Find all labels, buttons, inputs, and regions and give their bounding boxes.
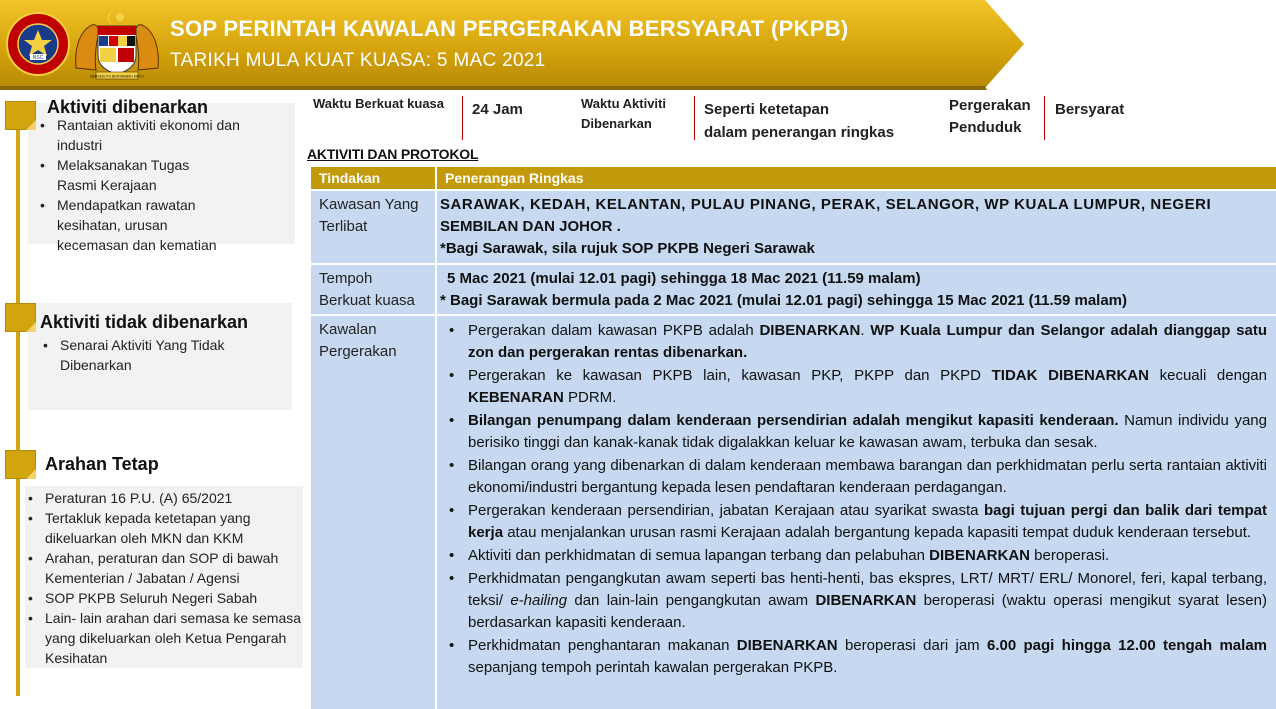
separator — [694, 96, 695, 140]
rule-text: beroperasi dari jam — [837, 637, 987, 654]
row-label-kawalan — [311, 316, 435, 709]
cell-text: Terlibat — [319, 218, 368, 235]
rule-item — [437, 568, 1276, 634]
column-header-description: Penerangan Ringkas — [437, 167, 1276, 189]
page-title: SOP PERINTAH KAWALAN PERGERAKAN BERSYARAT (PKPB) — [170, 16, 849, 41]
rule-text: atau menjalankan urusan rasmi Kerajaan adalah bergantung kepada kapasiti tempat duduk kenderaan tersebut. — [503, 524, 1252, 541]
cell-text: Pergerakan — [319, 343, 397, 360]
list-item: • SOP PKPB Seluruh Negeri Sabah — [25, 588, 303, 608]
rule-item — [437, 410, 1276, 454]
rule-item — [437, 455, 1276, 499]
rule-text: DIBENARKAN — [759, 322, 861, 339]
list-item: • Tertakluk kepada ketetapan yang dikeluarkan oleh MKN dan KKM — [25, 508, 303, 548]
column-header-action: Tindakan — [311, 167, 435, 189]
cell-text: Kawasan Yang — [319, 196, 419, 213]
rule-text: sepanjang tempoh perintah kawalan pergerakan PKPB. — [468, 659, 838, 676]
waktu-label: Waktu Berkuat kuasa — [313, 96, 445, 111]
aktiviti-value-2: dalam penerangan ringkas — [704, 124, 895, 141]
rule-text: Perkhidmatan pengangkutan awam seperti bas henti-henti, bas ekspres, LRT/ MRT/ ERL/ Monorel, feri, kapal terbang, teksi/ — [468, 570, 1267, 609]
rule-text: KEBENARAN — [468, 389, 564, 406]
malaysia-coat-of-arms — [72, 8, 162, 82]
rule-item — [437, 635, 1276, 679]
rule-text: Pergerakan kenderaan persendirian, jabatan Kerajaan atau syarikat swasta — [468, 502, 984, 519]
rule-text: . — [860, 322, 871, 339]
aktiviti-value-1: Seperti ketetapan — [704, 101, 830, 118]
rule-text: beroperasi (waktu operasi mengikut syarat lesen) berdasarkan kapasiti kenderaan. — [468, 592, 1267, 631]
aktiviti-label-1: Waktu Aktiviti — [581, 96, 666, 111]
standing-orders-marker — [5, 450, 36, 479]
rule-text: WP Kuala Lumpur dan Selangor adalah dianggap satu zon dan pergerakan rentas dibenarkan. — [468, 322, 1267, 361]
list-item: • Senarai Aktiviti Yang Tidak Dibenarkan — [40, 335, 250, 375]
cell-text: * Bagi Sarawak bermula pada 2 Mac 2021 (mulai 12.01 pagi) sehingga 15 Mac 2021 (11.59 malam) — [440, 292, 1127, 309]
svg-text:BERSEKUTU BERTAMBAH MUTU: BERSEKUTU BERTAMBAH MUTU — [90, 74, 144, 79]
movement-rules-list — [437, 320, 1276, 680]
column-divider — [435, 167, 437, 709]
not-allowed-list — [40, 335, 250, 375]
rule-text: kecuali dengan — [1148, 367, 1267, 384]
row-divider — [311, 189, 1276, 191]
row-label-kawasan — [311, 191, 435, 263]
effective-date: TARIKH MULA KUAT KUASA: 5 MAC 2021 — [170, 50, 546, 71]
svg-text:NSC: NSC — [32, 55, 44, 61]
standing-orders-heading: Arahan Tetap — [45, 454, 159, 474]
cell-text: Kawalan — [319, 321, 377, 338]
rule-text: Namun individu yang berisiko tinggi dan kanak-kanak tidak digalakkan keluar ke kawasan awam, terbuka dan sesak. — [468, 412, 1267, 451]
list-item: • Arahan, peraturan dan SOP di bawah Kementerian / Jabatan / Agensi — [25, 548, 303, 588]
standing-orders-list — [25, 488, 303, 668]
rule-text: e-hailing — [510, 592, 568, 609]
waktu-value: 24 Jam — [472, 101, 523, 118]
cell-text: *Bagi Sarawak, sila rujuk SOP PKPB Negeri Sarawak — [440, 240, 815, 257]
not-allowed-heading: Aktiviti tidak dibenarkan — [40, 312, 249, 332]
rule-text: Aktiviti dan perkhidmatan di semua lapangan terbang dan pelabuhan — [468, 547, 930, 564]
cell-text: 5 Mac 2021 (mulai 12.01 pagi) sehingga 18 Mac 2021 (11.59 malam) — [447, 270, 921, 287]
rule-text: TIDAK DIBENARKAN — [991, 367, 1149, 384]
list-item: • Lain- lain arahan dari semasa ke semasa yang dikeluarkan oleh Ketua Pengarah Kesihatan — [25, 608, 303, 668]
protocol-table — [311, 167, 1276, 709]
rule-text: bagi tujuan pergi dan balik dari tempat kerja — [468, 502, 1267, 541]
rule-text: Bilangan orang yang dibenarkan di dalam kenderaan membawa barangan dan perkhidmatan perlu serta rantaian aktiviti ekonomi/industri bergantung kepada lesen pendaftaran kenderaan perdagangan. — [468, 457, 1267, 496]
rule-text: 6.00 pagi hingga 12.00 tengah malam — [986, 637, 1267, 654]
cell-text: SEMBILAN DAN JOHOR . — [440, 218, 621, 235]
cell-text: Tempoh — [319, 270, 373, 287]
rule-item — [437, 365, 1276, 409]
row-label-tempoh — [311, 265, 435, 313]
rule-text: PDRM. — [563, 389, 617, 406]
rule-item — [437, 500, 1276, 544]
row-divider — [311, 263, 1276, 265]
rule-text: Bilangan penumpang dalam kenderaan persendirian adalah mengikut kapasiti kenderaan. — [468, 412, 1119, 429]
rule-item — [437, 320, 1276, 364]
allowed-list — [37, 115, 257, 255]
rule-text: beroperasi. — [1030, 547, 1110, 564]
row-value-kawalan — [437, 316, 1276, 709]
list-item: • Peraturan 16 P.U. (A) 65/2021 — [25, 488, 303, 508]
allowed-heading: Aktiviti dibenarkan — [47, 97, 209, 117]
rule-item — [437, 545, 1276, 567]
timeline-bar — [16, 118, 20, 696]
cell-text: Berkuat kuasa — [319, 292, 415, 309]
header-banner — [0, 0, 1028, 92]
rule-text: DIBENARKAN — [929, 547, 1030, 564]
protocol-heading: AKTIVITI DAN PROTOKOL — [307, 146, 479, 162]
rule-text: Perkhidmatan penghantaran makanan — [468, 637, 737, 654]
pergerakan-label-2: Penduduk — [949, 119, 1022, 136]
cell-text: SARAWAK, KEDAH, KELANTAN, PULAU PINANG, PERAK, SELANGOR, WP KUALA LUMPUR, NEGERI — [440, 196, 1212, 213]
list-item: • Melaksanakan Tugas Rasmi Kerajaan — [37, 155, 257, 195]
rule-text: Pergerakan ke kawasan PKPB lain, kawasan PKP, PKPP dan PKPD — [468, 367, 992, 384]
pergerakan-value: Bersyarat — [1055, 101, 1125, 118]
rule-text: Pergerakan dalam kawasan PKPB adalah — [468, 322, 760, 339]
row-value-kawasan — [437, 194, 1276, 264]
separator — [1044, 96, 1045, 140]
list-item: • Mendapatkan rawatan kesihatan, urusan kecemasan dan kematian — [37, 195, 257, 255]
rule-text: DIBENARKAN — [815, 592, 917, 609]
separator — [462, 96, 463, 140]
nsc-logo — [6, 12, 70, 76]
list-item: • Rantaian aktiviti ekonomi dan industri — [37, 115, 257, 155]
allowed-marker — [5, 101, 36, 130]
rule-text: dan lain-lain pengangkutan awam — [567, 592, 816, 609]
rule-text: DIBENARKAN — [736, 637, 838, 654]
row-value-tempoh — [437, 268, 1276, 314]
not-allowed-marker — [5, 303, 36, 332]
aktiviti-label-2: Dibenarkan — [581, 116, 652, 131]
pergerakan-label-1: Pergerakan — [949, 97, 1031, 114]
